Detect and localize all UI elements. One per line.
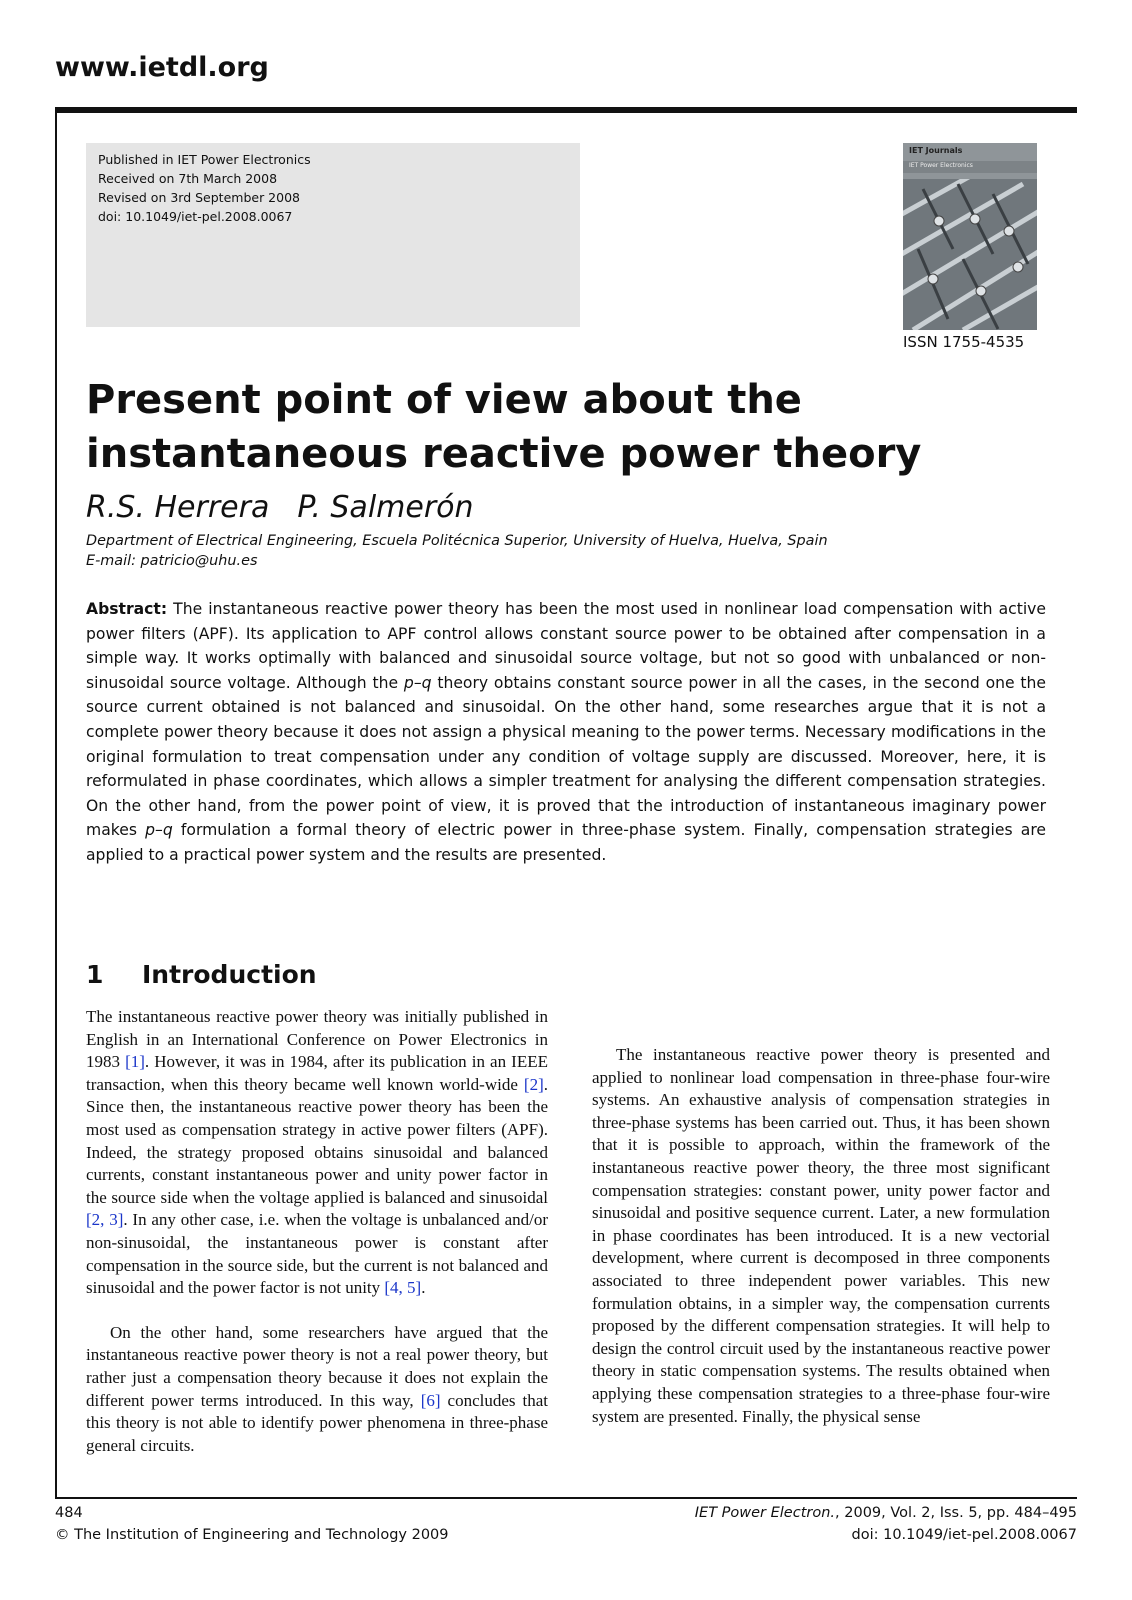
abstract-text: theory obtains constant source power in all the cases, in the second one the source current obtained is not balanced and sinusoidal. On the other hand, some researches argue that it is not a complete power theory because it does not assign a physical meaning to the power terms. Necessary modifications in the original formulation to treat compensation under any condition of voltage supply are discussed. Moreover, here, it is reformulated in phase coordinates, which allows a simpler treatment for analysing the different compensation strategies. On the other hand, from the power point of view, it is proved that the introduction of instantaneous imaginary power makes <box>86 673 1046 840</box>
citation-link[interactable]: [2, 3] <box>86 1210 124 1230</box>
cover-journal-name: IET Power Electronics <box>909 162 973 169</box>
citation-link[interactable]: [4, 5] <box>384 1278 422 1298</box>
revised-date: Revised on 3rd September 2008 <box>98 190 300 205</box>
abstract-text: The instantaneous reactive power theory has been the most used in nonlinear load compensation with active power filters (APF). Its application to APF control allows constant source power to be obtained after compensation in a simple way. It works optimally with balanced and sinusoidal source voltage, but not so good with unbalanced or non-sinusoidal source voltage. Although the <box>86 600 1046 692</box>
section-number: 1 <box>86 960 104 989</box>
cover-brand: IET Journals <box>909 146 963 155</box>
citation-journal: IET Power Electron. <box>694 1505 836 1521</box>
article-title: Present point of view about the instantaneous reactive power theory <box>86 377 922 477</box>
affiliation: Department of Electrical Engineering, Escuela Politécnica Superior, University of Huelva, Huelva, Spain <box>86 533 828 549</box>
citation-link[interactable]: [2] <box>523 1074 544 1094</box>
text-run: . Since then, the instantaneous reactive power theory has been the most used as compensation strategy in active power filters (APF). Indeed, the strategy proposed obtains sinusoidal and balanced currents, constant instantaneous power and unity power factor in the source side when the voltage applied is balanced and sinusoidal <box>86 1074 548 1207</box>
abstract-math: p–q <box>403 673 432 692</box>
text-run: . However, it was in 1984, after its publication in an IEEE transaction, when this theory became well known world-wide <box>86 1052 548 1094</box>
footer-doi: doi: 10.1049/iet-pel.2008.0067 <box>851 1527 1077 1543</box>
abstract <box>86 597 1046 868</box>
publication-info-box <box>86 143 580 327</box>
affiliation-block <box>86 531 828 571</box>
author-name: R.S. Herrera <box>86 490 270 525</box>
published-in: Published in IET Power Electronics <box>98 152 311 167</box>
page-number: 484 <box>55 1505 83 1521</box>
paragraph <box>86 1322 548 1458</box>
left-rule <box>55 113 57 1499</box>
paragraph-gap <box>86 1300 548 1322</box>
author-name: P. Salmerón <box>297 490 474 525</box>
abstract-text: formulation a formal theory of electric power in three-phase system. Finally, compensation strategies are applied to a practical power system and the results are presented. <box>86 821 1046 864</box>
body-column-left <box>86 1006 548 1457</box>
section-heading <box>86 960 317 989</box>
section-title: Introduction <box>142 960 317 989</box>
body-column-right <box>592 960 1050 1428</box>
text-run: The instantaneous reactive power theory was initially published in English in an International Conference on Power Electronics in 1983 <box>86 1007 548 1072</box>
abstract-label: Abstract: <box>86 600 168 618</box>
citation <box>695 1505 1077 1521</box>
text-run: . <box>421 1278 426 1298</box>
author-list <box>86 490 474 525</box>
paragraph <box>86 1006 548 1300</box>
cover-circuit-art <box>903 179 1037 330</box>
issn: ISSN 1755-4535 <box>903 333 1025 351</box>
received-date: Received on 7th March 2008 <box>98 171 278 186</box>
text-run: concludes that this theory is not able to identify power phenomena in three-phase general circuits. <box>86 1390 549 1455</box>
top-rule <box>55 107 1077 113</box>
doi-line: doi: 10.1049/iet-pel.2008.0067 <box>98 209 293 224</box>
email: E-mail: patricio@uhu.es <box>86 553 258 569</box>
column-continuation-space <box>592 960 1050 1044</box>
citation-link[interactable]: [6] <box>420 1390 441 1410</box>
copyright: © The Institution of Engineering and Technology 2009 <box>55 1527 449 1543</box>
site-url: www.ietdl.org <box>55 52 269 83</box>
abstract-math: p–q <box>145 821 173 840</box>
text-run: . In any other case, i.e. when the voltage is unbalanced and/or non-sinusoidal, the instantaneous power is constant after compensation in the source side, but the current is not balanced and sinusoidal and the power factor is not unity <box>86 1210 548 1298</box>
journal-cover-image <box>903 143 1037 330</box>
bottom-rule <box>55 1497 1077 1499</box>
citation-details: , 2009, Vol. 2, Iss. 5, pp. 484–495 <box>835 1505 1077 1521</box>
text-run: On the other hand, some researchers have argued that the instantaneous reactive power theory is not a real power theory, but rather just a compensation theory because it does not explain the different power terms introduced. In this way, <box>86 1322 548 1410</box>
paragraph: The instantaneous reactive power theory is presented and applied to nonlinear load compensation in three-phase four-wire systems. An exhaustive analysis of compensation strategies in three-phase systems has been carried out. Thus, it has been shown that it is possible to approach, within the framework of the instantaneous reactive power theory, the three most significant compensation strategies: constant power, unity power factor and sinusoidal and positive sequence current. Later, a new formulation in phase coordinates has been introduced. It is a new vectorial development, where current is decomposed in three components associated to three independent power variables. This new formulation obtains, in a simpler way, the compensation currents proposed by the different compensation strategies. It will help to design the control circuit used by the instantaneous reactive power theory in static compensation systems. The results obtained when applying these compensation strategies to a three-phase four-wire system are presented. Finally, the physical sense <box>592 1045 1050 1426</box>
citation-link[interactable]: [1] <box>125 1052 145 1072</box>
